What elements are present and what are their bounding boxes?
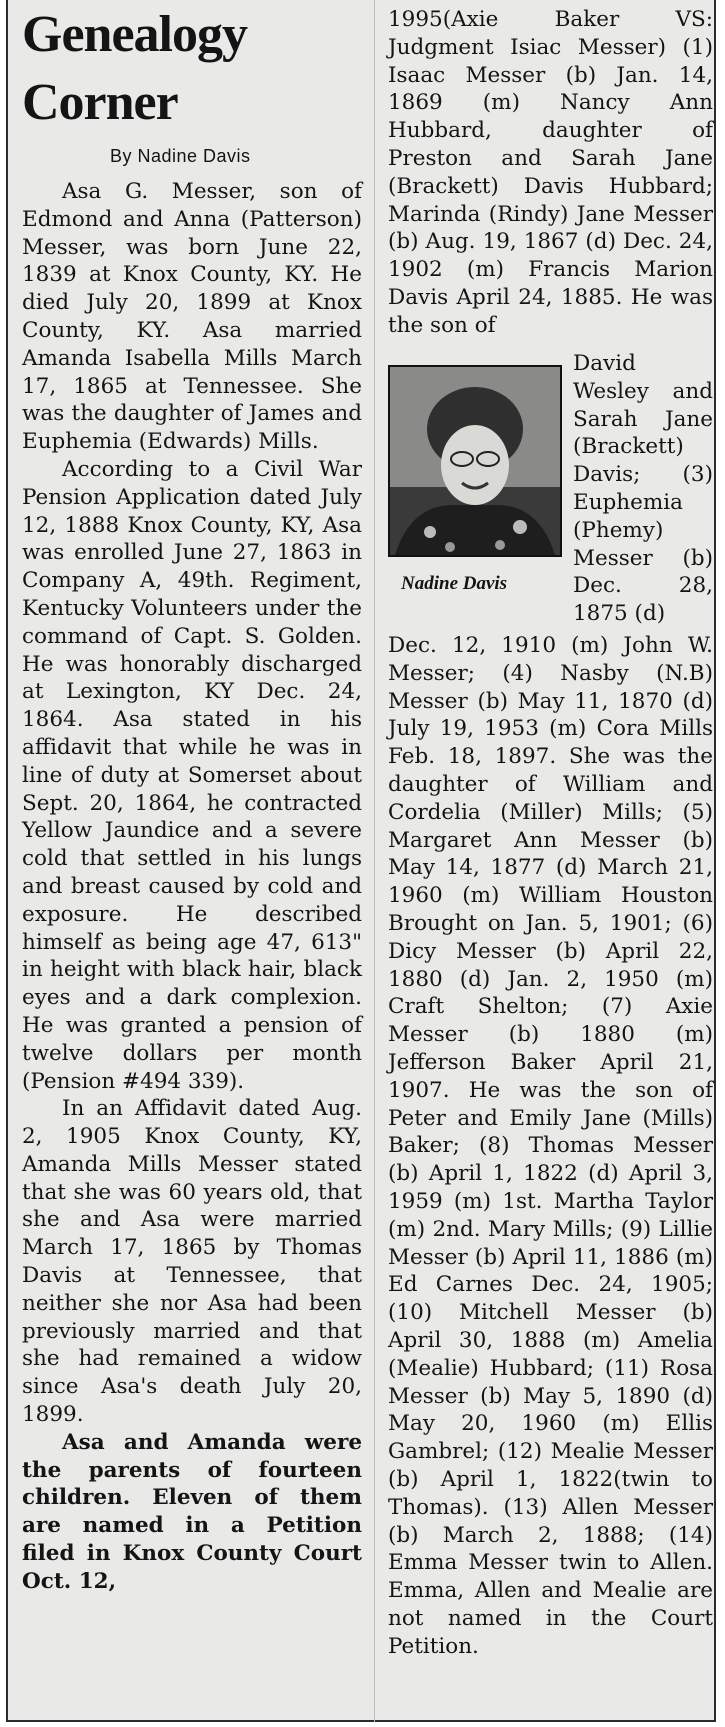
paragraph-1: Asa G. Messer, son of Edmond and Anna (Patterson) Messer, was born June 22, 1839 at Knox County, KY. He died July 20, 1899 at Knox County, KY. Asa married Amanda Isabella Mills March 17, 1865 at Tennessee. She was the daughter of James and Euphemia (Edwards) Mills. [22,179,362,455]
column-2-top: 1995(Axie Baker VS: Judgment Isiac Messer) (1) Isaac Messer (b) Jan. 14, 1869 (m) Nancy Ann Hubbard, daughter of Preston and Sarah Jane (Brackett) Davis Hubbard; Marinda (Rindy) Jane Messer (b) Aug. 19, 1867 (d) Dec. 24, 1902 (m) Francis Marion Davis April 24, 1885. He was the son of [388,7,713,338]
headline-line-1: Genealogy [22,6,247,63]
photo-caption: Nadine Davis [401,573,508,594]
author-photo [388,365,562,557]
byline: By Nadine Davis [110,146,251,166]
column-divider [374,0,375,1722]
column-2-bottom: Dec. 12, 1910 (m) John W. Messer; (4) Nasby (N.B) Messer (b) May 11, 1870 (d) July 19, 1953 (m) Cora Mills Feb. 18, 1897. She was the daughter of William and Cordelia (Miller) Mills; (5) Margaret Ann Messer (b) May 14, 1877 (d) March 21, 1960 (m) William Houston Brought on Jan. 5, 1901; (6) Dicy Messer (b) April 22, 1880 (d) Jan. 2, 1950 (m) Craft Shelton; (7) Axie Messer (b) 1880 (m) Jefferson Baker April 21, 1907. He was the son of Peter and Emily Jane (Mills) Baker; (8) Thomas Messer (b) April 1, 1822 (d) April 3, 1959 (m) 1st. Martha Taylor (m) 2nd. Mary Mills; (9) Lillie Messer (b) April 11, 1886 (m) Ed Carnes Dec. 24, 1905; (10) Mitchell Messer (b) April 30, 1888 (m) Amelia (Mealie) Hubbard; (11) Rosa Messer (b) May 5, 1890 (d) May 20, 1960 (m) Ellis Gambrel; (12) Mealie Messer (b) April 1, 1822(twin to Thomas). (13) Allen Messer (b) March 2, 1888; (14) Emma Messer twin to Allen. Emma, Allen and Mealie are not named in the Court Petition. [388,633,713,1659]
column-2-narrow: David Wesley and Sarah Jane (Brackett) Davis; (3) Euphemia (Phemy) Messer (b) Dec. 28, 1875 (d) [573,351,713,627]
paragraph-3: In an Affidavit dated Aug. 2, 1905 Knox County, KY, Amanda Mills Messer stated that she was 60 years old, that she and Asa were married March 17, 1865 by Thomas Davis at Tennessee, that neither she nor Asa had been previously married and that she had remained a widow since Asa's death July 20, 1899. [22,1096,362,1428]
column-1 [22,178,362,1596]
newspaper-clipping [6,0,716,1722]
headline-line-2: Corner [22,74,178,131]
paragraph-2: According to a Civil War Pension Application dated July 12, 1888 Knox County, KY, Asa was enrolled June 27, 1863 in Company A, 49th. Regiment, Kentucky Volunteers under the command of Capt. S. Golden. He was honorably discharged at Lexington, KY Dec. 24, 1864. Asa stated in his affidavit that while he was in line of duty at Somerset about Sept. 20, 1864, he contracted Yellow Jaundice and a severe cold that settled in his lungs and breast caused by cold and exposure. He described himself as being age 47, 613" in height with black hair, black eyes and a dark complexion. He was granted a pension of twelve dollars per month (Pension #494 339). [22,456,362,1094]
portrait-image [390,367,560,555]
paragraph-4: Asa and Amanda were the parents of fourteen children. Eleven of them are named in a Petition filed in Knox County Court Oct. 12, [22,1429,362,1594]
author-photo-block [388,365,562,565]
